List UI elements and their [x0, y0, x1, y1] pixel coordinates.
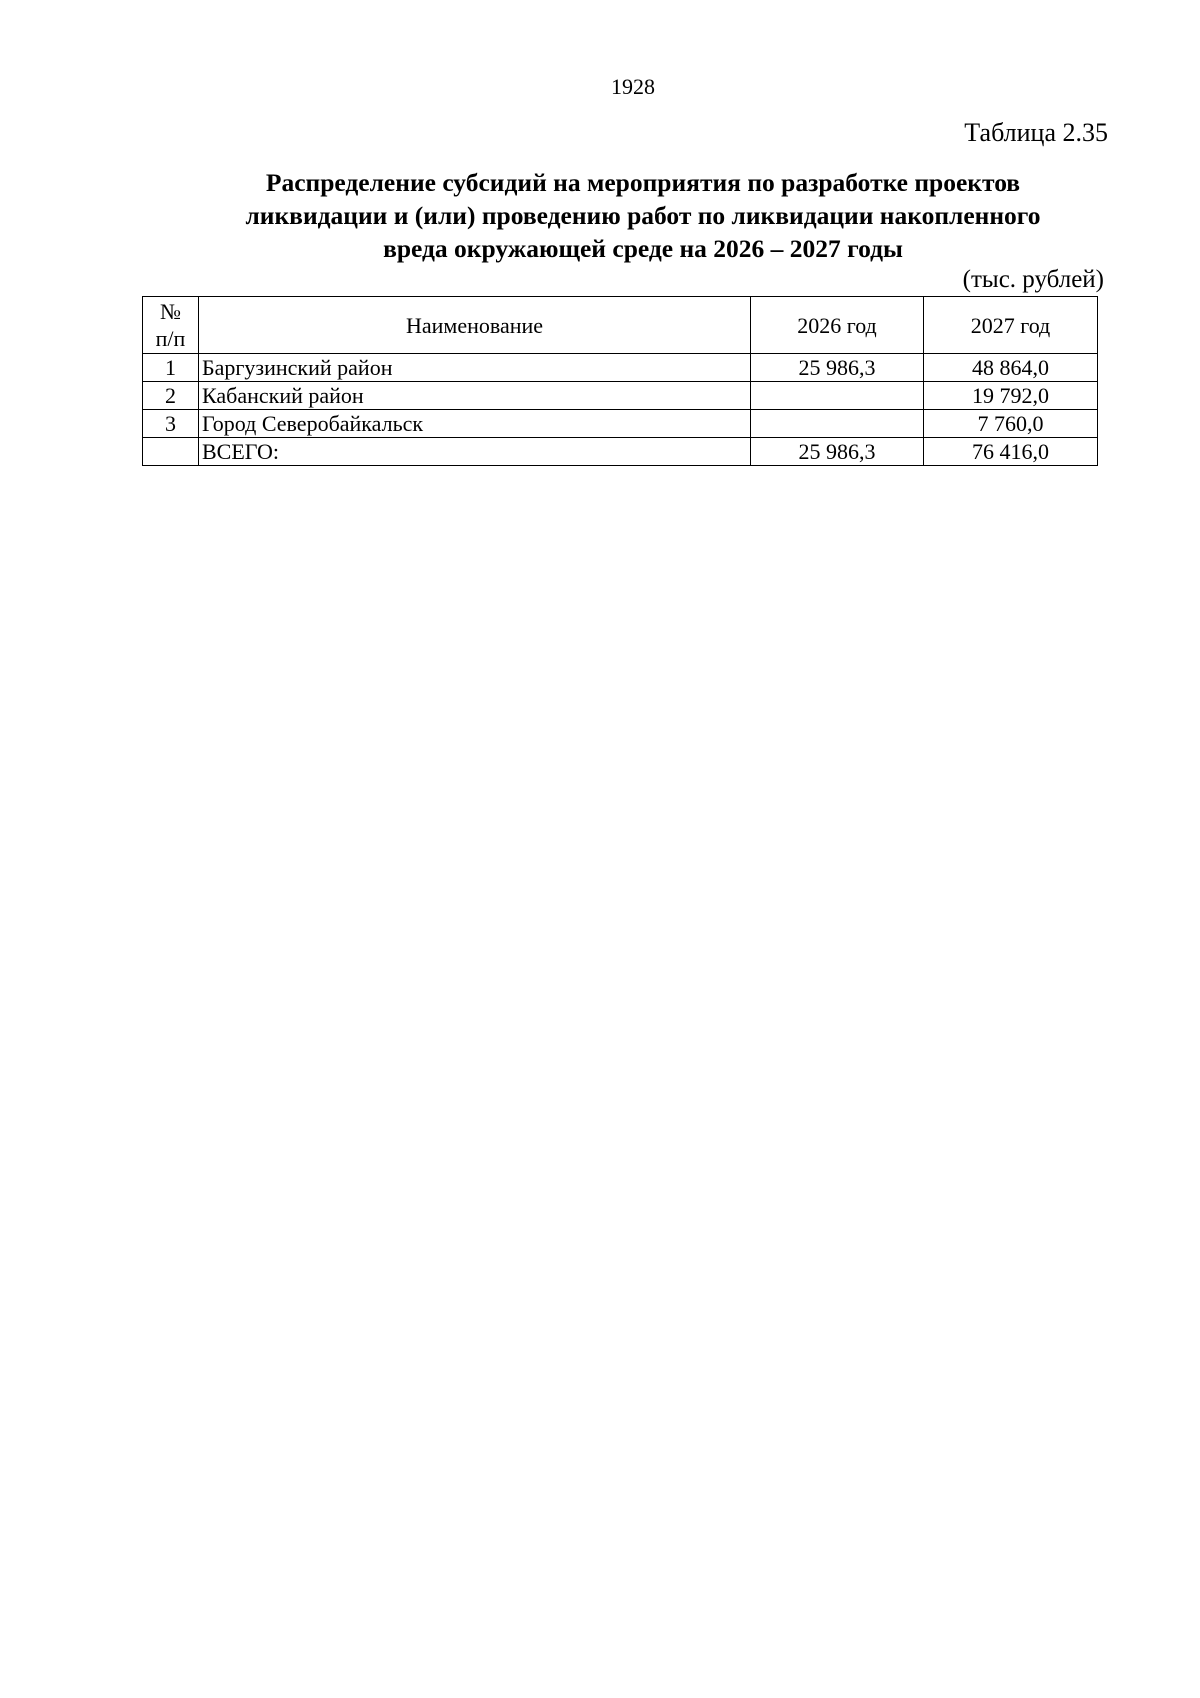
- header-number-abbr: п/п: [155, 326, 186, 351]
- table-header-row: [143, 297, 1098, 354]
- total-value-2027: 76 416,0: [924, 438, 1098, 466]
- total-value-2026: 25 986,3: [751, 438, 924, 466]
- header-number: [143, 297, 199, 354]
- row-value-2027: 7 760,0: [924, 410, 1098, 438]
- header-2027: 2027 год: [924, 297, 1098, 354]
- page-number: 1928: [611, 74, 655, 99]
- row-value-2026: [751, 382, 924, 410]
- row-number: 3: [143, 410, 199, 438]
- header-name: Наименование: [199, 297, 751, 354]
- table-label: Таблица 2.35: [964, 118, 1108, 147]
- title-line-1: Распределение субсидий на мероприятия по разработке проектов: [265, 168, 1021, 197]
- row-name: Город Северобайкальск: [199, 410, 751, 438]
- header-2026: 2026 год: [751, 297, 924, 354]
- table-total-row: [143, 438, 1098, 466]
- total-label: ВСЕГО:: [199, 438, 751, 466]
- subsidy-table: [142, 296, 1098, 466]
- row-value-2026: [751, 410, 924, 438]
- table-row: [143, 410, 1098, 438]
- header-number-symbol: №: [160, 299, 181, 324]
- title-line-3: вреда окружающей среде на 2026 – 2027 годы: [383, 234, 903, 263]
- table-row: [143, 354, 1098, 382]
- row-name: Кабанский район: [199, 382, 751, 410]
- table-row: [143, 382, 1098, 410]
- document-title: [190, 166, 1096, 265]
- row-value-2027: 48 864,0: [924, 354, 1098, 382]
- total-number: [143, 438, 199, 466]
- row-value-2026: 25 986,3: [751, 354, 924, 382]
- row-name: Баргузинский район: [199, 354, 751, 382]
- row-value-2027: 19 792,0: [924, 382, 1098, 410]
- row-number: 2: [143, 382, 199, 410]
- title-line-2: ликвидации и (или) проведению работ по ликвидации накопленного: [245, 201, 1041, 230]
- row-number: 1: [143, 354, 199, 382]
- units-label: (тыс. рублей): [962, 266, 1104, 293]
